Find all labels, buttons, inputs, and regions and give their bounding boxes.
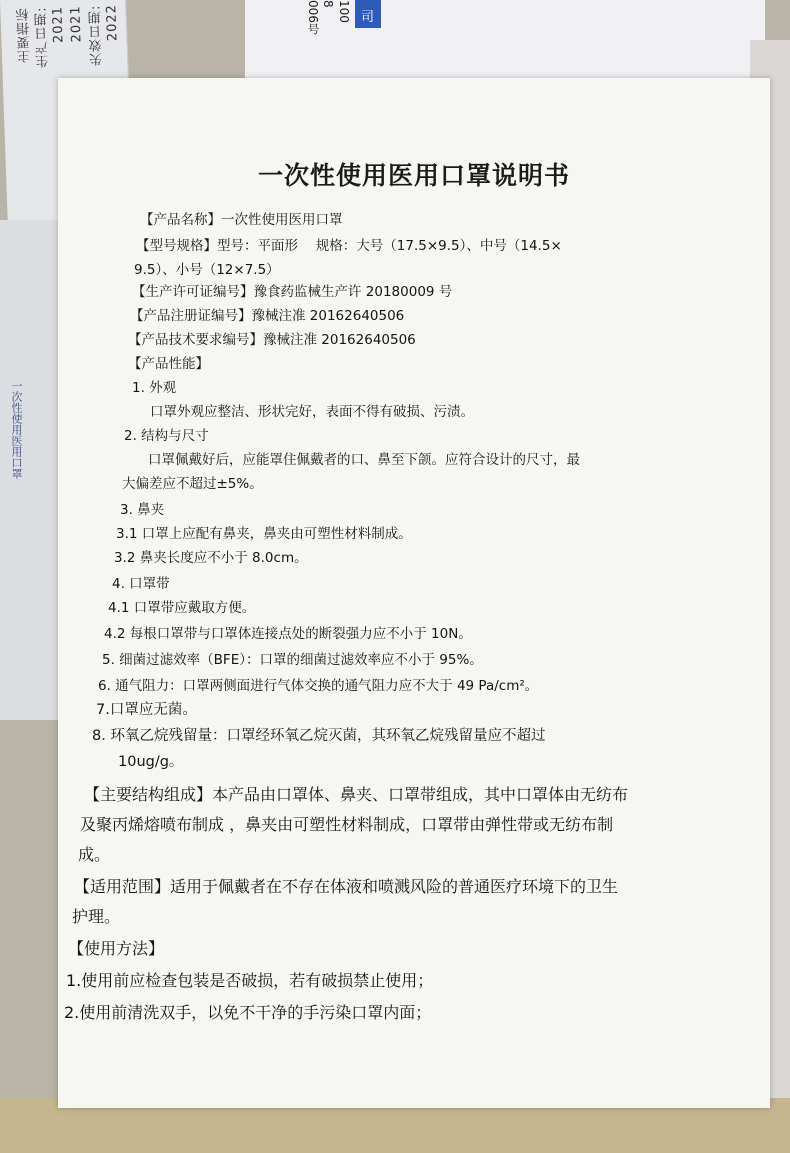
item-nose-clip-3-2: 3.2 鼻夹长度应不小于 8.0cm。 bbox=[114, 550, 308, 566]
tech-requirement-line: 【产品技术要求编号】豫械注准 20162640506 bbox=[128, 332, 416, 348]
scope-section: 【适用范围】适用于佩戴者在不存在体液和喷溅风险的普通医疗环境下的卫生 bbox=[74, 877, 619, 896]
usage-step-1: 1.使用前应检查包装是否破损，若有破损禁止使用； bbox=[66, 971, 434, 990]
model-spec-line-cont: 9.5）、小号（12×7.5） bbox=[134, 262, 280, 278]
instruction-sheet bbox=[58, 78, 770, 1108]
package-tab-text: 司 bbox=[361, 10, 375, 25]
label-card-text: 2022 bbox=[104, 3, 121, 42]
item-ear-loop-4-1: 4.1 口罩带应戴取方便。 bbox=[108, 600, 256, 616]
left-sheet-text: 一次性使用医用口罩 bbox=[10, 380, 23, 479]
structure-section: 【主要结构组成】本产品由口罩体、鼻夹、口罩带组成，其中口罩体由无纺布 bbox=[84, 785, 629, 804]
item-structure: 2. 结构与尺寸 bbox=[124, 428, 209, 444]
item-structure-text: 口罩佩戴好后，应能罩住佩戴者的口、鼻至下颌。应符合设计的尺寸，最 bbox=[148, 452, 580, 468]
package-text: 8 bbox=[321, 0, 335, 8]
structure-section-end: 成。 bbox=[78, 845, 111, 864]
package-text: 100 bbox=[337, 0, 351, 23]
package-text: 006号 bbox=[306, 0, 320, 35]
usage-step-2: 2.使用前清洗双手，以免不干净的手污染口罩内面； bbox=[64, 1003, 432, 1022]
background-package-top bbox=[245, 0, 765, 85]
item-bfe: 5. 细菌过滤效率（BFE）：口罩的细菌过滤效率应不小于 95%。 bbox=[102, 652, 483, 668]
item-structure-text-cont: 大偏差应不超过±5%。 bbox=[122, 476, 263, 492]
item-appearance: 1. 外观 bbox=[132, 380, 177, 396]
item-breathing-resistance: 6. 通气阻力：口罩两侧面进行气体交换的通气阻力应不大于 49 Pa/cm²。 bbox=[98, 678, 539, 694]
product-name-line: 【产品名称】一次性使用医用口罩 bbox=[140, 212, 343, 228]
label-card-text: 生产日期: bbox=[34, 6, 52, 69]
item-ear-loop: 4. 口罩带 bbox=[112, 576, 170, 592]
background-left-sheet bbox=[0, 220, 60, 720]
label-card-text: 2021 bbox=[50, 5, 67, 44]
package-blue-label bbox=[355, 0, 381, 28]
document-title: 一次性使用医用口罩说明书 bbox=[257, 161, 570, 190]
performance-heading: 【产品性能】 bbox=[128, 356, 209, 372]
label-card-text: 主要指标 bbox=[16, 6, 34, 64]
registration-line: 【产品注册证编号】豫械注准 20162640506 bbox=[130, 308, 405, 324]
item-eo-residue-cont: 10ug/g。 bbox=[118, 754, 184, 770]
scope-section-cont: 护理。 bbox=[72, 907, 121, 926]
model-spec-line: 【型号规格】型号：平面形 规格：大号（17.5×9.5）、中号（14.5× bbox=[136, 238, 562, 254]
item-ear-loop-4-2: 4.2 每根口罩带与口罩体连接点处的断裂强力应不小于 10N。 bbox=[104, 626, 472, 642]
structure-section-cont: 及聚丙烯熔喷布制成 ，鼻夹由可塑性材料制成，口罩带由弹性带或无纺布制 bbox=[80, 815, 614, 834]
item-appearance-text: 口罩外观应整洁、形状完好，表面不得有破损、污渍。 bbox=[150, 404, 474, 420]
label-card-text: 2021 bbox=[68, 5, 85, 43]
label-card-text: 失效日期: bbox=[88, 4, 106, 67]
item-nose-clip: 3. 鼻夹 bbox=[120, 502, 165, 518]
item-nose-clip-3-1: 3.1 口罩上应配有鼻夹，鼻夹由可塑性材料制成。 bbox=[116, 526, 412, 542]
item-sterile: 7.口罩应无菌。 bbox=[96, 702, 197, 718]
item-eo-residue: 8. 环氧乙烷残留量：口罩经环氧乙烷灭菌，其环氧乙烷残留量应不超过 bbox=[92, 728, 546, 744]
production-license-line: 【生产许可证编号】豫食药监械生产许 20180009 号 bbox=[132, 284, 453, 300]
usage-heading: 【使用方法】 bbox=[68, 939, 165, 958]
